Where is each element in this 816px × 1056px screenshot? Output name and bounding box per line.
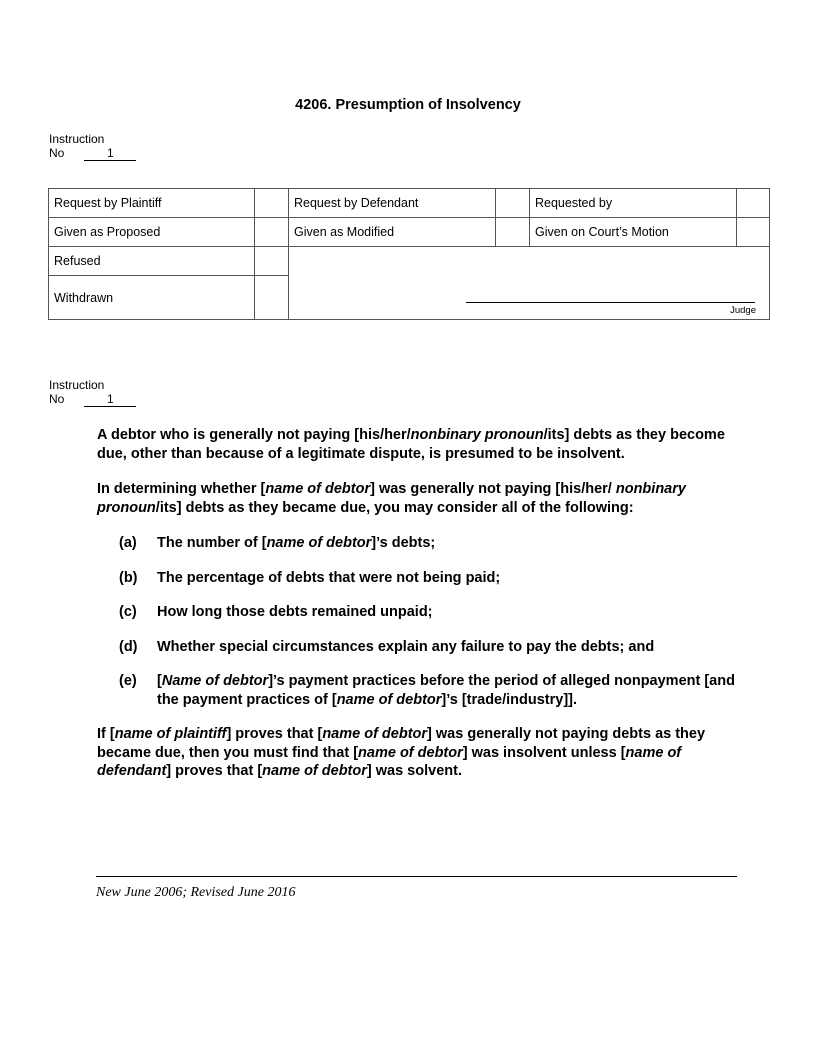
text-segment: ]’s payment practices before the period of alleged nonpayment [and the payment practices of [	[157, 673, 735, 708]
refused-box[interactable]	[255, 247, 289, 276]
factor-text	[157, 638, 737, 657]
factor-letter: (b)	[119, 569, 138, 586]
page-title: 4206. Presumption of Insolvency	[295, 97, 521, 113]
paragraph-presumption	[97, 426, 737, 463]
given-on-courts-motion-box[interactable]	[737, 218, 770, 247]
factor-letter: (a)	[119, 535, 137, 551]
footer-divider	[96, 876, 737, 877]
text-segment: If [	[97, 726, 115, 742]
text-segment: ]’s [trade/industry]].	[441, 691, 578, 708]
paragraph-conclusion	[97, 725, 737, 781]
refused-label: Refused	[49, 247, 255, 276]
text-segment: ] proves that [	[226, 726, 323, 742]
instruction-block-bottom	[49, 378, 136, 407]
factor-text	[157, 672, 737, 709]
factor-letter: (d)	[119, 638, 138, 655]
placeholder-text: name of defendant	[97, 744, 682, 779]
instruction-number: 1	[84, 147, 136, 161]
requested-by-label: Requested by	[530, 189, 737, 218]
placeholder-text: name of debtor	[336, 691, 442, 708]
factor-list	[97, 534, 737, 709]
placeholder-text: name of debtor	[322, 726, 428, 742]
factor-text	[157, 534, 737, 553]
instruction-block-top	[49, 132, 136, 161]
judge-signature-line[interactable]	[466, 302, 755, 303]
text-segment: /its] debts as they became due, you may consider all of the following:	[155, 499, 634, 516]
text-segment: Whether special circumstances explain any failure to pay the debts; and	[157, 638, 655, 655]
paragraph-factors-intro	[97, 480, 737, 517]
factor-item	[97, 569, 737, 588]
instruction-number-row	[49, 392, 136, 407]
given-on-courts-motion-label: Given on Court’s Motion	[530, 218, 737, 247]
text-segment: The number of [	[157, 535, 267, 551]
placeholder-text: nonbinary pronoun	[410, 427, 544, 443]
factor-item	[97, 672, 737, 709]
instruction-number-row	[49, 146, 136, 161]
given-as-proposed-box[interactable]	[255, 218, 289, 247]
requested-by-box[interactable]	[737, 189, 770, 218]
revision-note: New June 2006; Revised June 2016	[96, 885, 296, 900]
text-segment: In determining whether [	[97, 481, 266, 497]
request-by-defendant-box[interactable]	[496, 189, 530, 218]
withdrawn-label: Withdrawn	[49, 276, 255, 320]
text-segment: ] was insolvent unless [	[462, 744, 626, 761]
instruction-label: Instruction	[49, 378, 105, 392]
text-segment: ]’s debts;	[371, 535, 436, 551]
text-segment: ] was generally not paying [his/her/	[370, 481, 616, 497]
judge-signature-area	[289, 247, 770, 320]
judge-label: Judge	[730, 305, 756, 316]
placeholder-text: name of debtor	[358, 744, 463, 761]
placeholder-text: name of debtor	[266, 535, 372, 551]
instruction-text	[97, 426, 737, 798]
instruction-no-label: No	[49, 392, 65, 406]
text-segment: /its] debts as they become due, other than because of a legitimate dispute, is presumed to be insolvent.	[97, 427, 725, 462]
factor-text	[157, 603, 737, 622]
factor-item	[97, 603, 737, 622]
request-by-defendant-label: Request by Defendant	[289, 189, 496, 218]
text-segment: How long those debts remained unpaid;	[157, 604, 433, 620]
text-segment: The percentage of debts that were not being paid;	[157, 569, 501, 586]
given-as-modified-box[interactable]	[496, 218, 530, 247]
given-as-proposed-label: Given as Proposed	[49, 218, 255, 247]
text-segment: A debtor who is generally not paying [his/her/	[97, 427, 411, 443]
factor-letter: (c)	[119, 604, 137, 620]
instruction-label: Instruction	[49, 132, 105, 146]
given-as-modified-label: Given as Modified	[289, 218, 496, 247]
request-table	[48, 188, 770, 320]
text-segment: [	[157, 673, 162, 689]
placeholder-text: name of debtor	[265, 481, 371, 497]
text-segment: ] proves that [	[166, 763, 263, 779]
text-segment: ] was generally not paying debts as they became due, then you must find that [	[97, 726, 706, 761]
factor-item	[97, 534, 737, 553]
withdrawn-box[interactable]	[255, 276, 289, 320]
placeholder-text: name of debtor	[262, 763, 367, 779]
factor-item	[97, 638, 737, 657]
placeholder-text: nonbinary pronoun	[97, 481, 686, 516]
instruction-no-label: No	[49, 146, 65, 160]
text-segment: ] was solvent.	[366, 763, 462, 779]
request-by-plaintiff-label: Request by Plaintiff	[49, 189, 255, 218]
instruction-number: 1	[84, 393, 136, 407]
placeholder-text: name of plaintiff	[114, 726, 227, 742]
request-by-plaintiff-box[interactable]	[255, 189, 289, 218]
factor-letter: (e)	[119, 673, 137, 689]
factor-text	[157, 569, 737, 588]
placeholder-text: Name of debtor	[161, 673, 269, 689]
